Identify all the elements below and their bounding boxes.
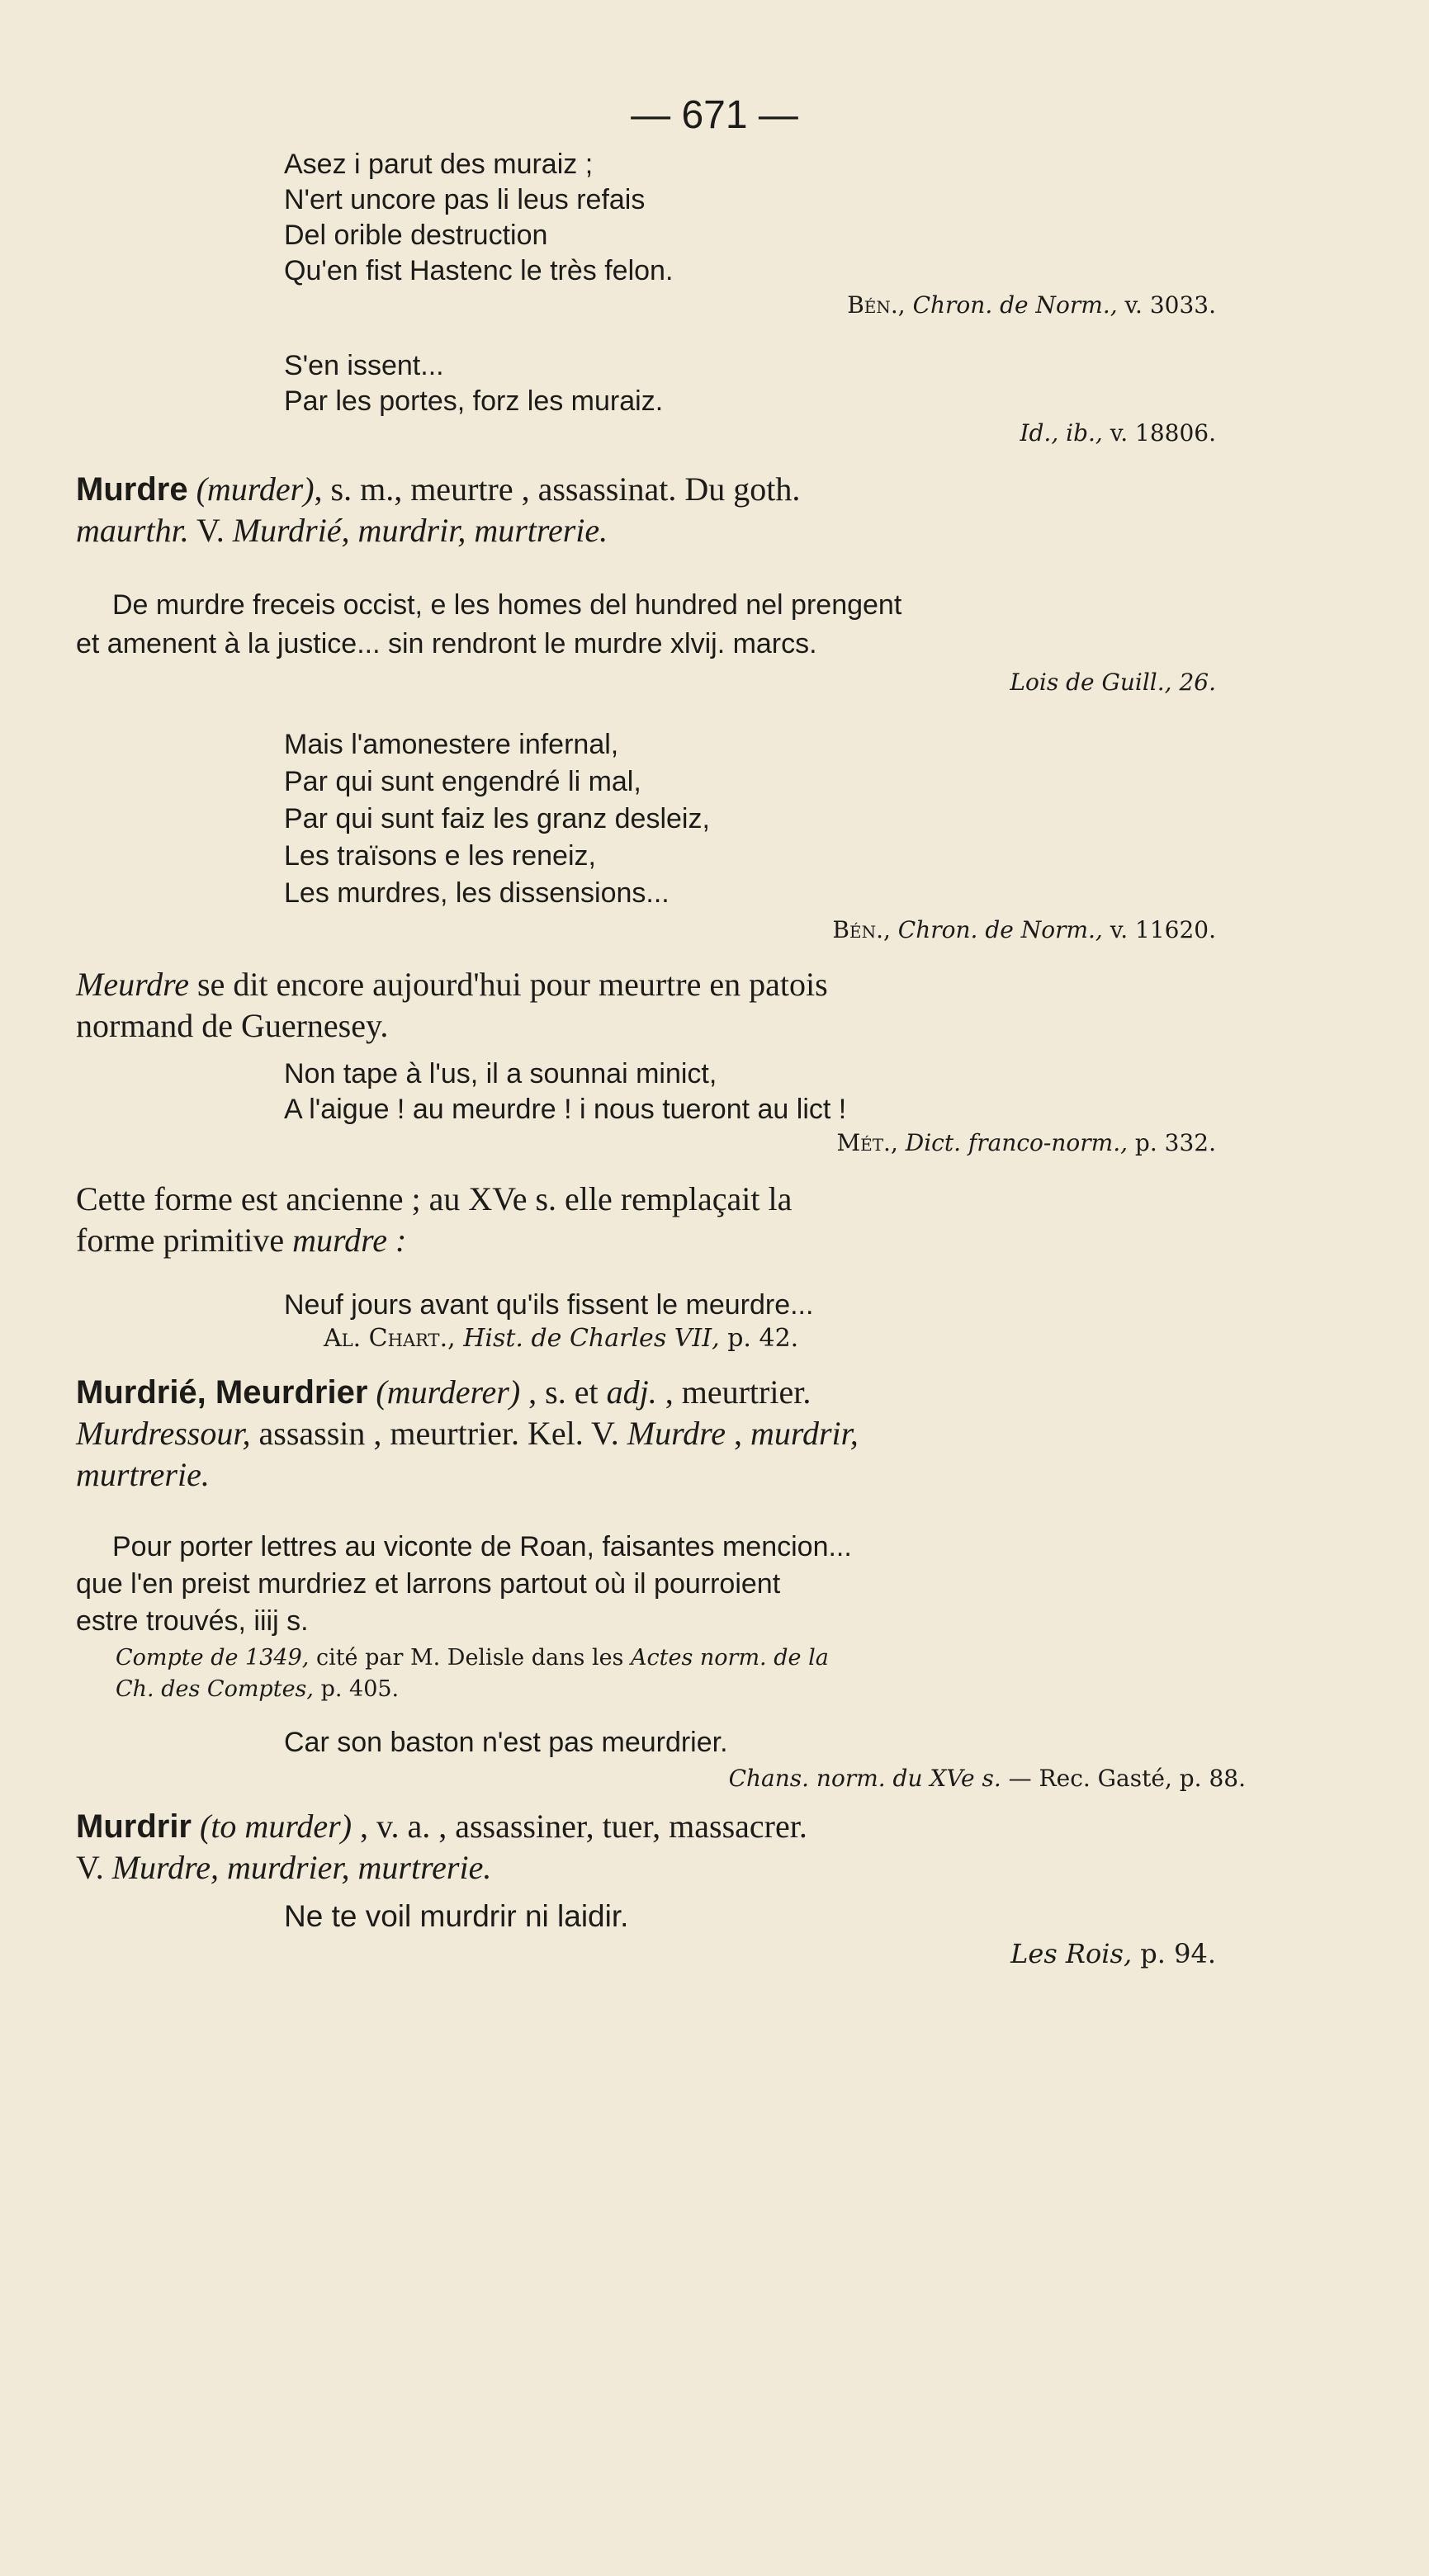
quote-line: Les traïsons e les reneiz, xyxy=(284,840,596,872)
entry-murdrie: Murdrié, Meurdrier (murderer) , s. et adj. , meurtrier. Murdressour, assassin , meurtrier. Kel. V. Murdre , murdrir, murtrerie. xyxy=(76,1373,859,1493)
quote-line: Neuf jours avant qu'ils fissent le meurdre... xyxy=(284,1289,814,1321)
source-citation: Chans. norm. du XVe s. — Rec. Gasté, p. 88. xyxy=(728,1765,1246,1792)
source-citation: Les Rois, p. 94. xyxy=(1010,1938,1216,1969)
quote-hastenc xyxy=(284,147,673,289)
quote-line: que l'en preist murdriez et larrons partout où il pourroient xyxy=(76,1568,781,1600)
source-citation: Mét., Dict. franco-norm., p. 332. xyxy=(836,1129,1216,1156)
quote-line: Par qui sunt faiz les granz desleiz, xyxy=(284,803,710,834)
quote-neuf-jours xyxy=(284,1288,813,1323)
quote-compte xyxy=(76,1529,852,1640)
entry-murdre: Murdre (murder), s. m., meurtre , assassinat. Du goth. maurthr. V. Murdrié, murdrir, murtrerie. xyxy=(76,470,801,549)
quote-portes xyxy=(284,348,663,419)
quote-line: S'en issent... xyxy=(284,350,444,381)
quote-line: Asez i parut des muraiz ; xyxy=(284,149,594,180)
quote-line: Par les portes, forz les muraiz. xyxy=(284,385,664,417)
headword: Murdrir xyxy=(76,1808,192,1845)
para-meurdre: Meurdre se dit encore aujourd'hui pour meurtre en patois normand de Guernesey. xyxy=(76,966,828,1044)
quote-line: Par qui sunt engendré li mal, xyxy=(284,766,641,797)
source-citation: Lois de Guill., 26. xyxy=(1010,669,1216,696)
source-citation: Bén., Chron. de Norm., v. 3033. xyxy=(847,291,1216,319)
quote-line: estre trouvés, iiij s. xyxy=(76,1605,309,1637)
quote-line: Pour porter lettres au viconte de Roan, faisantes mencion... xyxy=(112,1531,852,1562)
source-citation: Al. Chart., Hist. de Charles VII, p. 42. xyxy=(324,1324,799,1353)
quote-line: Del orible destruction xyxy=(284,220,548,251)
quote-amonestere xyxy=(284,726,710,912)
quote-line: Non tape à l'us, il a sounnai minict, xyxy=(284,1058,717,1089)
page-number: — 671 — xyxy=(631,93,798,137)
entry-murdrir: Murdrir (to murder) , v. a. , assassiner, tuer, massacrer. V. Murdre, murdrier, murtrerie. xyxy=(76,1808,807,1886)
quote-tape xyxy=(284,1056,846,1127)
quote-line: Car son baston n'est pas meurdrier. xyxy=(284,1727,728,1758)
headword: Murdre xyxy=(76,471,188,508)
quote-line: Qu'en fist Hastenc le très felon. xyxy=(284,255,674,286)
source-citation: Compte de 1349, cité par M. Delisle dans les Actes norm. de la Ch. des Comptes, p. 405. xyxy=(116,1645,829,1702)
quote-line: A l'aigue ! au meurdre ! i nous tueront au lict ! xyxy=(284,1094,847,1125)
quote-laidir xyxy=(284,1898,628,1934)
quote-baston xyxy=(284,1725,728,1761)
quote-lois xyxy=(76,586,901,664)
quote-line: et amenent à la justice... sin rendront le murdre xlvij. marcs. xyxy=(76,628,817,659)
source-citation: Bén., Chron. de Norm., v. 11620. xyxy=(832,916,1216,943)
headword: Murdrié, Meurdrier xyxy=(76,1374,368,1411)
quote-line: De murdre freceis occist, e les homes del hundred nel prengent xyxy=(112,589,902,621)
quote-line: Mais l'amonestere infernal, xyxy=(284,729,619,760)
quote-line: N'ert uncore pas li leus refais xyxy=(284,184,646,215)
para-forme: Cette forme est ancienne ; au XVe s. elle remplaçait la forme primitive murdre : xyxy=(76,1180,793,1259)
quote-line: Ne te voil murdrir ni laidir. xyxy=(284,1899,629,1933)
quote-line: Les murdres, les dissensions... xyxy=(284,877,670,909)
source-citation: Id., ib., v. 18806. xyxy=(1020,419,1216,447)
